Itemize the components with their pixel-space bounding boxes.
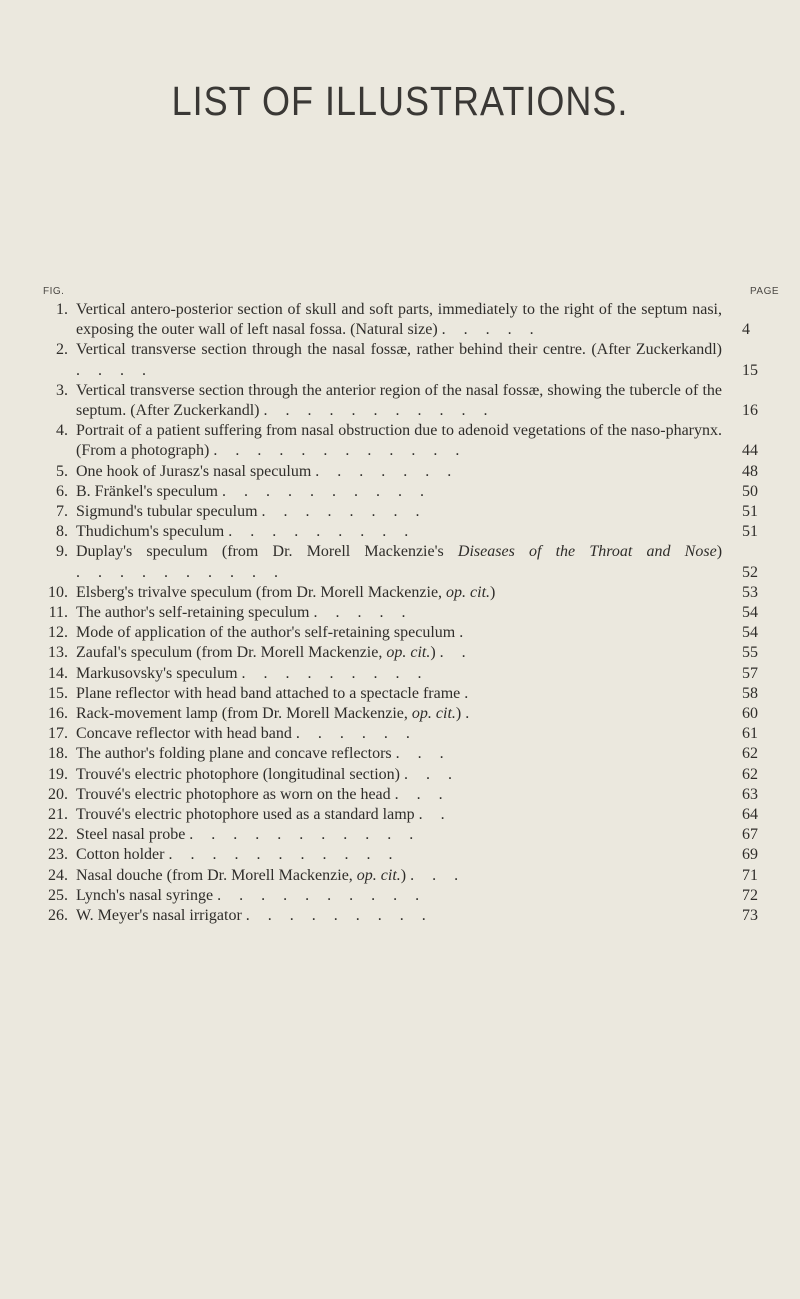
list-item <box>40 704 770 724</box>
figure-caption <box>76 684 722 704</box>
page-number: 54 <box>742 624 758 642</box>
caption-text: Sigmund's tubular speculum <box>76 503 258 521</box>
page-number: 53 <box>742 583 758 601</box>
caption-text-end: ) <box>716 543 723 561</box>
list-item <box>40 664 770 684</box>
figure-number: 18. <box>48 745 68 763</box>
caption-text-end: ) <box>490 583 496 601</box>
figure-number: 9. <box>56 543 68 561</box>
figure-caption <box>76 603 722 623</box>
page-number: 69 <box>742 846 758 864</box>
list-item <box>40 744 770 764</box>
figure-caption <box>76 724 722 744</box>
leader-dots: . . . . . . . . . . <box>221 482 431 500</box>
caption-text: Trouvé's electric photophore used as a standard lamp <box>76 806 415 824</box>
figure-caption <box>76 785 722 805</box>
list-item <box>40 300 770 340</box>
list-item <box>40 340 770 380</box>
list-item <box>40 825 770 845</box>
figure-caption <box>76 765 722 785</box>
leader-dots: . . . . . <box>441 321 541 339</box>
leader-dots: . . . . . . . . . . . . <box>213 442 467 460</box>
caption-text: Plane reflector with head band attached to a spectacle frame <box>76 684 461 702</box>
caption-text-end: ) <box>430 644 436 662</box>
page-number: 61 <box>742 725 758 743</box>
leader-dots: . . . . . . . . . . <box>217 886 427 904</box>
list-item <box>40 462 770 482</box>
leader-dots: . . . <box>394 785 450 803</box>
list-item <box>40 886 770 906</box>
figure-number: 25. <box>48 886 68 904</box>
page-number: 73 <box>742 907 758 925</box>
leader-dots: . . . . . . . <box>315 462 459 480</box>
figure-caption <box>76 542 722 582</box>
list-item <box>40 522 770 542</box>
page-number: 16 <box>742 402 758 420</box>
figure-caption <box>76 845 722 865</box>
figure-number: 16. <box>48 705 68 723</box>
caption-text: The author's self-retaining speculum <box>76 604 310 622</box>
list-item <box>40 906 770 926</box>
caption-text: Trouvé's electric photophore as worn on the head <box>76 785 391 803</box>
fig-column-header: FIG. <box>43 286 65 297</box>
caption-text: Vertical transverse section through the anterior region of the nasal fossæ, showing the tubercle of the septum. (After Zuckerkandl) <box>76 381 722 420</box>
list-item <box>40 482 770 502</box>
figure-number: 4. <box>56 422 68 440</box>
list-item <box>40 724 770 744</box>
list-item <box>40 643 770 663</box>
page-number: 55 <box>742 644 758 662</box>
list-item <box>40 785 770 805</box>
figure-number: 19. <box>48 765 68 783</box>
caption-text: Rack-movement lamp (from Dr. Morell Mackenzie, <box>76 705 412 723</box>
caption-text: Mode of application of the author's self-retaining speculum <box>76 624 456 642</box>
caption-text: Markusovsky's speculum <box>76 664 238 682</box>
caption-text: Vertical antero-posterior section of skull and soft parts, immediately to the right of the septum nasi, exposing the outer wall of left nasal fossa. (Natural size) <box>76 301 722 339</box>
page-number: 63 <box>742 785 758 803</box>
caption-text: Concave reflector with head band <box>76 725 292 743</box>
figure-number: 6. <box>56 482 68 500</box>
figure-caption <box>76 906 722 926</box>
figure-caption <box>76 623 722 643</box>
figure-number: 26. <box>48 907 68 925</box>
leader-dots: . . . . . . . . . <box>241 664 429 682</box>
list-item <box>40 805 770 825</box>
figure-caption <box>76 300 722 340</box>
caption-text: Thudichum's speculum <box>76 523 225 541</box>
caption-text: Duplay's speculum (from Dr. Morell Mackenzie's <box>76 543 458 561</box>
page-number: 54 <box>742 604 758 622</box>
list-item <box>40 845 770 865</box>
figure-number: 20. <box>48 785 68 803</box>
caption-italic-text: op. cit. <box>356 866 401 884</box>
leader-dots: . . . . . . . . . <box>245 907 433 925</box>
caption-text: Steel nasal probe <box>76 826 186 844</box>
figure-caption <box>76 643 722 663</box>
list-item <box>40 684 770 704</box>
figure-caption <box>76 522 722 542</box>
leader-dots: . . . . . . . . <box>261 503 427 521</box>
list-item <box>40 623 770 643</box>
leader-dots: . . . <box>410 866 466 884</box>
list-item <box>40 502 770 522</box>
page-number: 51 <box>742 503 758 521</box>
figure-number: 17. <box>48 725 68 743</box>
page-number: 57 <box>742 664 758 682</box>
figure-caption <box>76 583 722 603</box>
page-number: 64 <box>742 806 758 824</box>
page-number: 72 <box>742 886 758 904</box>
page-number: 44 <box>742 442 758 460</box>
figure-caption <box>76 340 722 380</box>
figure-caption <box>76 664 722 684</box>
page-title: LIST OF ILLUSTRATIONS. <box>171 78 629 124</box>
caption-text: Trouvé's electric photophore (longitudinal section) <box>76 765 400 783</box>
caption-text-end: ) <box>400 866 407 884</box>
leader-dots: . . . . . . . . . . . <box>263 402 495 420</box>
page-number: 58 <box>742 684 758 702</box>
page-number: 60 <box>742 705 758 723</box>
leader-dots: . <box>464 684 476 702</box>
figure-caption <box>76 744 722 764</box>
leader-dots: . <box>465 705 477 723</box>
figure-number: 3. <box>56 381 68 399</box>
leader-dots: . <box>459 624 471 642</box>
caption-text: Cotton holder <box>76 846 165 864</box>
figure-number: 10. <box>48 583 68 601</box>
figure-number: 11. <box>48 604 68 622</box>
figure-number: 21. <box>48 806 68 824</box>
figure-number: 24. <box>48 866 68 884</box>
caption-italic-text: Diseases of the Throat and Nose <box>457 543 717 561</box>
figure-number: 8. <box>56 523 68 541</box>
figure-caption <box>76 482 722 502</box>
caption-italic-text: op. cit. <box>446 583 491 601</box>
page-column-header: PAGE <box>750 286 780 297</box>
list-item <box>40 583 770 603</box>
list-item <box>40 603 770 623</box>
caption-text: One hook of Jurasz's nasal speculum <box>76 462 312 480</box>
figure-caption <box>76 825 722 845</box>
figure-caption <box>76 704 722 724</box>
figure-caption <box>76 866 722 886</box>
caption-text: Nasal douche (from Dr. Morell Mackenzie, <box>76 866 357 884</box>
list-item <box>40 381 770 421</box>
leader-dots: . . . . . . . . . . . <box>189 826 421 844</box>
page-number: 71 <box>742 866 758 884</box>
list-item <box>40 765 770 785</box>
list-item <box>40 421 770 461</box>
leader-dots: . . . . . . <box>295 725 417 743</box>
page-number: 52 <box>742 563 758 581</box>
leader-dots: . . . <box>404 765 459 783</box>
leader-dots: . . . . . <box>313 604 413 622</box>
figure-caption <box>76 381 722 421</box>
caption-text: Portrait of a patient suffering from nasal obstruction due to adenoid vegetations of the naso-pharynx. (From a photograph) <box>76 422 722 460</box>
figure-number: 13. <box>48 644 68 662</box>
illustrations-list <box>40 300 770 926</box>
leader-dots: . . . <box>395 745 451 763</box>
page-number: 51 <box>742 523 758 541</box>
caption-italic-text: op. cit. <box>386 644 431 662</box>
figure-number: 2. <box>56 341 68 359</box>
page-number: 62 <box>742 745 758 763</box>
caption-text: B. Fränkel's speculum <box>76 482 218 500</box>
figure-number: 7. <box>56 503 68 521</box>
figure-caption <box>76 805 722 825</box>
caption-text: The author's folding plane and concave reflectors <box>76 745 392 763</box>
page-number: 4 <box>742 321 750 339</box>
figure-number: 15. <box>48 684 68 702</box>
caption-text: Lynch's nasal syringe <box>76 886 214 904</box>
caption-text: Elsberg's trivalve speculum (from Dr. Morell Mackenzie, <box>76 583 447 601</box>
figure-number: 1. <box>56 301 68 318</box>
leader-dots: . . <box>418 806 452 824</box>
caption-text-end: ) <box>455 705 462 723</box>
figure-number: 5. <box>56 462 68 480</box>
figure-caption <box>76 886 722 906</box>
leader-dots: . . . . . . . . . . . <box>168 846 400 864</box>
figure-number: 22. <box>48 826 68 844</box>
figure-caption <box>76 421 722 461</box>
caption-text: Vertical transverse section through the nasal fossæ, rather behind their centre. (After Zuckerkandl) <box>76 341 722 359</box>
leader-dots: . . . . . . . . . <box>228 523 416 541</box>
list-item <box>40 542 770 582</box>
caption-text: W. Meyer's nasal irrigator <box>76 907 242 925</box>
leader-dots: . . . . . . . . . . <box>76 563 285 581</box>
leader-dots: . . . . <box>76 361 153 379</box>
page-number: 15 <box>742 361 758 379</box>
figure-caption <box>76 502 722 522</box>
figure-number: 12. <box>48 624 68 642</box>
page-number: 50 <box>742 482 758 500</box>
page-number: 62 <box>742 765 758 783</box>
caption-text: Zaufal's speculum (from Dr. Morell Mackenzie, <box>76 644 387 662</box>
caption-italic-text: op. cit. <box>411 705 456 723</box>
figure-number: 23. <box>48 846 68 864</box>
list-item <box>40 866 770 886</box>
page-number: 48 <box>742 462 758 480</box>
figure-number: 14. <box>48 664 68 682</box>
leader-dots: . . <box>439 644 473 662</box>
page-number: 67 <box>742 826 758 844</box>
figure-caption <box>76 462 722 482</box>
